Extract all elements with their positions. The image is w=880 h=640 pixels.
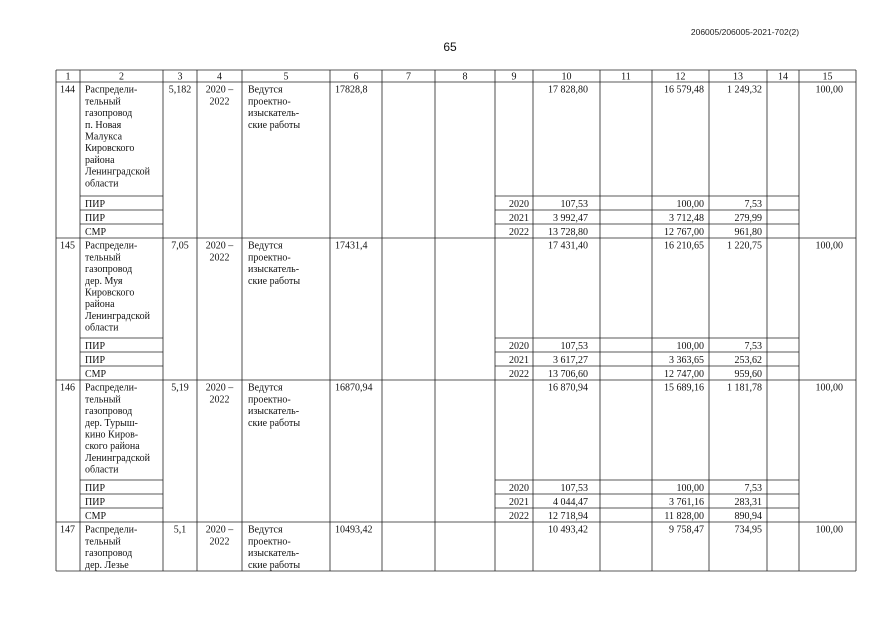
col12-value: 16 210,65 <box>664 240 704 252</box>
subrow-col12: 100,00 <box>676 341 704 352</box>
work-type: ПИР <box>85 213 106 224</box>
work-type: ПИР <box>85 497 106 508</box>
work-type: СМР <box>85 227 107 238</box>
status-line: изыскатель- <box>248 548 300 560</box>
period-line: 2020 – <box>205 524 234 536</box>
subrow-col10: 107,53 <box>560 341 588 352</box>
object-name-line: Ленинградской <box>85 166 150 178</box>
year: 2021 <box>509 355 529 366</box>
column-number-7: 7 <box>406 71 411 83</box>
period-line: 2020 – <box>205 240 234 252</box>
length-value: 5,19 <box>171 382 189 394</box>
col15-value: 100,00 <box>815 382 843 394</box>
col10-value: 17 828,80 <box>548 84 588 96</box>
year: 2022 <box>509 369 529 380</box>
subrow-col12: 11 828,00 <box>664 511 704 522</box>
status-line: Ведутся <box>248 382 283 394</box>
column-number-15: 15 <box>822 71 833 83</box>
object-name-line: Распредели- <box>85 524 138 536</box>
subrow-col13: 283,31 <box>734 497 762 508</box>
object-name-line: дер. Турыш- <box>85 417 138 429</box>
subrow-col12: 3 363,65 <box>669 355 704 366</box>
subrow-col10: 12 718,94 <box>548 511 588 522</box>
row-number: 147 <box>60 524 75 536</box>
object-name-line: области <box>85 178 119 190</box>
status-line: ские работы <box>248 417 301 429</box>
subrow-col13: 7,53 <box>744 341 762 352</box>
subrow-col12: 100,00 <box>676 199 704 210</box>
column-number-1: 1 <box>65 71 71 83</box>
subrow-col10: 13 706,60 <box>548 369 588 380</box>
col15-value: 100,00 <box>815 84 843 96</box>
subrow-col10: 107,53 <box>560 483 588 494</box>
subrow-col12: 100,00 <box>676 483 704 494</box>
object-name-line: Кировского <box>85 143 135 155</box>
status-line: проектно- <box>248 394 291 406</box>
object-name-line: Распредели- <box>85 240 138 252</box>
column-number-10: 10 <box>561 71 572 83</box>
subrow-col10: 4 044,47 <box>553 497 588 508</box>
col12-value: 9 758,47 <box>669 524 704 536</box>
object-name-line: Распредели- <box>85 382 138 394</box>
col13-value: 1 181,78 <box>727 382 762 394</box>
object-name-line: газопровод <box>85 264 133 276</box>
subrow-col13: 7,53 <box>744 483 762 494</box>
object-name-line: области <box>85 464 119 476</box>
col6-value: 10493,42 <box>335 524 373 536</box>
col10-value: 16 870,94 <box>548 382 588 394</box>
status-line: ские работы <box>248 559 301 571</box>
col15-value: 100,00 <box>815 240 843 252</box>
column-number-8: 8 <box>462 71 468 83</box>
status-line: изыскатель- <box>248 264 300 276</box>
col6-value: 17828,8 <box>335 84 368 96</box>
period-line: 2020 – <box>205 84 234 96</box>
column-number-4: 4 <box>217 71 222 83</box>
object-name-line: газопровод <box>85 108 133 120</box>
subrow-col13: 961,80 <box>734 227 762 238</box>
object-name-line: района <box>85 154 115 166</box>
row-number: 144 <box>60 84 75 96</box>
status-line: проектно- <box>248 536 291 548</box>
col6-value: 16870,94 <box>335 382 373 394</box>
object-name-line: Ленинградской <box>85 310 150 322</box>
subrow-col13: 959,60 <box>734 369 762 380</box>
object-name-line: дер. Муя <box>85 275 123 287</box>
col13-value: 1 249,32 <box>727 84 762 96</box>
work-type: СМР <box>85 369 107 380</box>
subrow-col12: 12 767,00 <box>664 227 704 238</box>
column-number-12: 12 <box>675 71 686 83</box>
subrow-col10: 107,53 <box>560 199 588 210</box>
row-number: 145 <box>60 240 75 252</box>
period-line: 2022 <box>209 536 230 548</box>
object-name-line: ского района <box>85 441 140 453</box>
subrow-col10: 3 992,47 <box>553 213 588 224</box>
column-number-5: 5 <box>283 71 289 83</box>
object-name-line: тельный <box>85 536 121 548</box>
object-name-line: кино Киров- <box>85 429 139 441</box>
col12-value: 15 689,16 <box>664 382 704 394</box>
object-name-line: тельный <box>85 394 121 406</box>
status-line: ские работы <box>248 119 301 131</box>
column-number-9: 9 <box>511 71 517 83</box>
work-type: СМР <box>85 511 107 522</box>
object-name-line: п. Новая <box>85 119 122 131</box>
year: 2022 <box>509 227 529 238</box>
status-line: Ведутся <box>248 240 283 252</box>
period-line: 2022 <box>209 252 230 264</box>
subrow-col13: 7,53 <box>744 199 762 210</box>
year: 2021 <box>509 497 529 508</box>
subrow-col10: 3 617,27 <box>553 355 588 366</box>
object-name-line: тельный <box>85 252 121 264</box>
period-line: 2022 <box>209 394 230 406</box>
subrow-col13: 890,94 <box>734 511 762 522</box>
row-number: 146 <box>60 382 75 394</box>
object-name-line: Распредели- <box>85 84 138 96</box>
col12-value: 16 579,48 <box>664 84 704 96</box>
status-line: Ведутся <box>248 524 283 536</box>
year: 2020 <box>509 483 529 494</box>
period-line: 2022 <box>209 96 230 108</box>
year: 2020 <box>509 341 529 352</box>
status-line: ские работы <box>248 275 301 287</box>
year: 2020 <box>509 199 529 210</box>
length-value: 5,1 <box>173 524 187 536</box>
col15-value: 100,00 <box>815 524 843 536</box>
status-line: изыскатель- <box>248 406 300 418</box>
subrow-col12: 12 747,00 <box>664 369 704 380</box>
col13-value: 1 220,75 <box>727 240 762 252</box>
column-number-6: 6 <box>353 71 359 83</box>
status-line: Ведутся <box>248 84 283 96</box>
work-type: ПИР <box>85 483 106 494</box>
status-line: проектно- <box>248 96 291 108</box>
year: 2022 <box>509 511 529 522</box>
object-name-line: области <box>85 322 119 334</box>
object-name-line: газопровод <box>85 548 133 560</box>
work-type: ПИР <box>85 341 106 352</box>
subrow-col10: 13 728,80 <box>548 227 588 238</box>
object-name-line: газопровод <box>85 406 133 418</box>
subrow-col12: 3 712,48 <box>669 213 704 224</box>
period-line: 2020 – <box>205 382 234 394</box>
length-value: 5,182 <box>168 84 192 96</box>
object-name-line: Малукса <box>85 131 123 143</box>
page-number: 65 <box>443 40 457 54</box>
object-name-line: Кировского <box>85 287 135 299</box>
col10-value: 17 431,40 <box>548 240 588 252</box>
column-number-3: 3 <box>177 71 183 83</box>
work-type: ПИР <box>85 199 106 210</box>
document-id: 206005/206005-2021-702(2) <box>690 27 800 37</box>
work-type: ПИР <box>85 355 106 366</box>
column-number-11: 11 <box>621 71 631 83</box>
status-line: изыскатель- <box>248 108 300 120</box>
subrow-col13: 253,62 <box>734 355 762 366</box>
object-name-line: района <box>85 299 115 311</box>
object-name-line: дер. Лезье <box>85 559 129 571</box>
year: 2021 <box>509 213 529 224</box>
length-value: 7,05 <box>171 240 189 252</box>
column-number-13: 13 <box>733 71 743 83</box>
col13-value: 734,95 <box>734 524 762 536</box>
object-name-line: Ленинградской <box>85 452 150 464</box>
status-line: проектно- <box>248 252 291 264</box>
object-name-line: тельный <box>85 96 121 108</box>
col10-value: 10 493,42 <box>548 524 588 536</box>
subrow-col13: 279,99 <box>734 213 762 224</box>
column-number-2: 2 <box>119 71 124 83</box>
col6-value: 17431,4 <box>335 240 368 252</box>
subrow-col12: 3 761,16 <box>669 497 704 508</box>
column-number-14: 14 <box>778 71 788 83</box>
